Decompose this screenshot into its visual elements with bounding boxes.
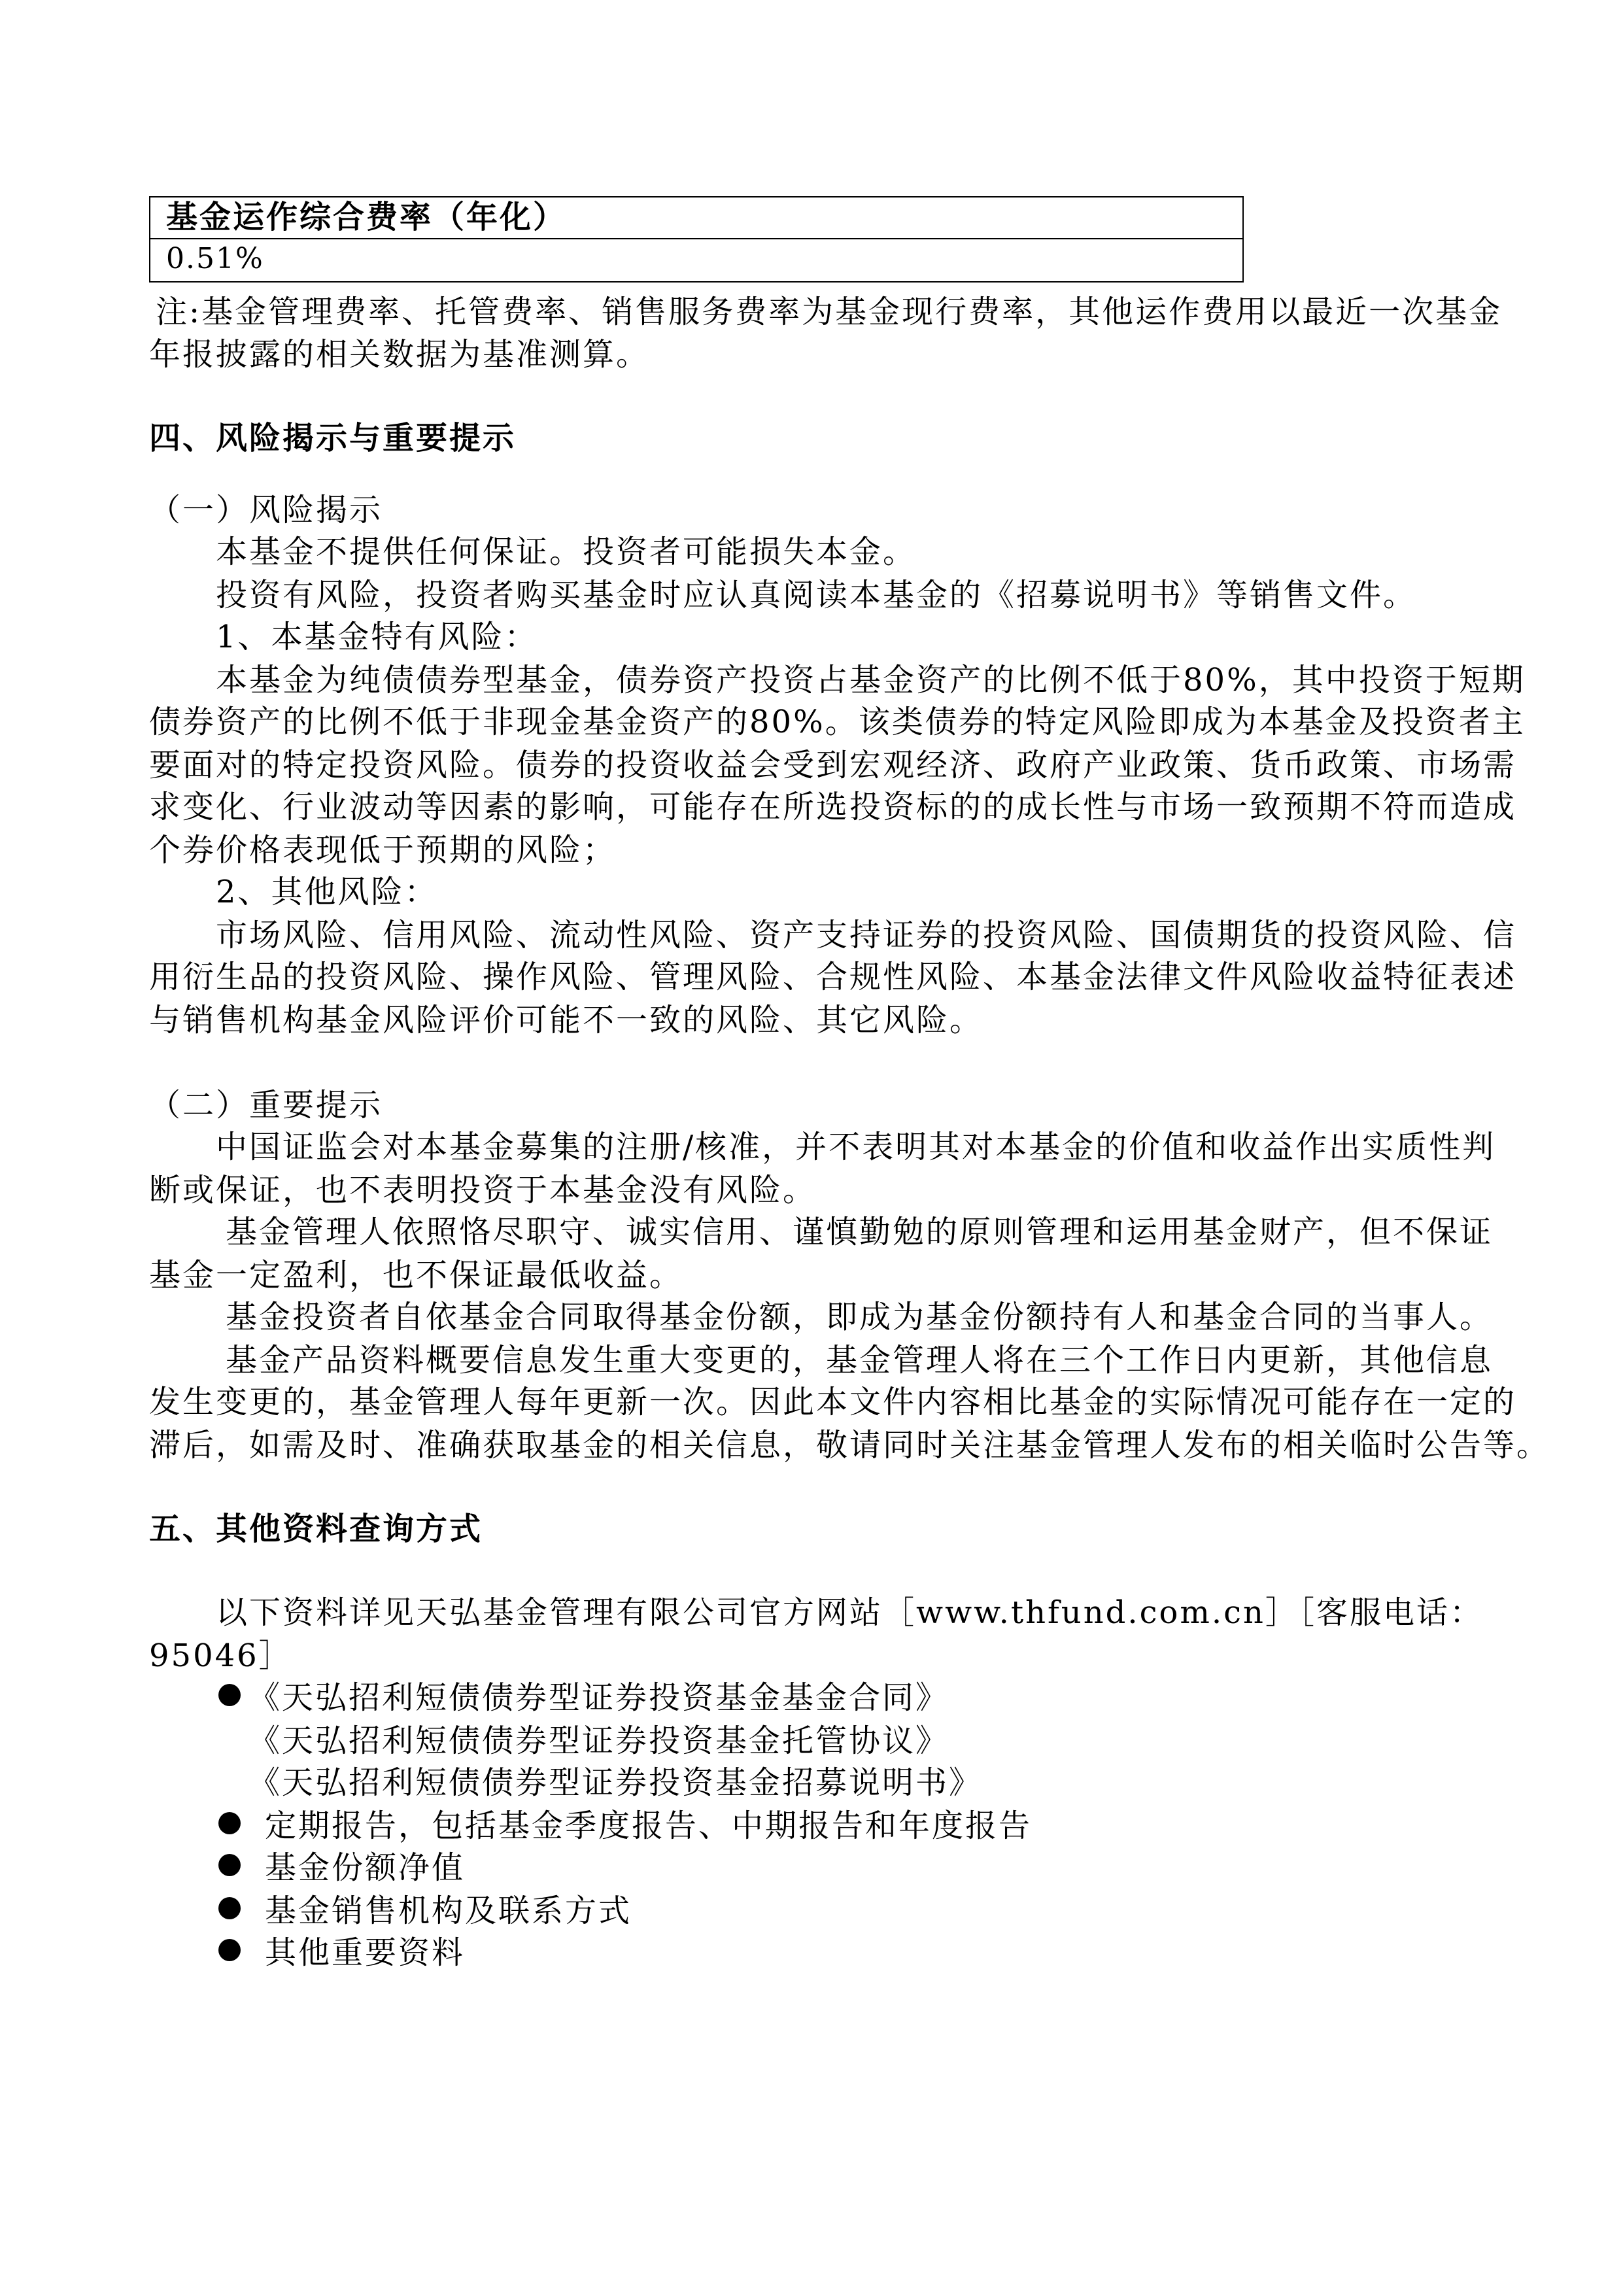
notice-paragraph-1-line: 中国证监会对本基金募集的注册/核准，并不表明其对本基金的价值和收益作出实质性判	[216, 1129, 1496, 1165]
doc-line-1: 《天弘招利短债债券型证券投资基金基金合同》	[248, 1679, 949, 1716]
notice-paragraph-3: 基金投资者自依基金合同取得基金份额，即成为基金份额持有人和基金合同的当事人。	[226, 1299, 1494, 1335]
bullet-item-periodic-reports: 定期报告，包括基金季度报告、中期报告和年度报告	[265, 1808, 1033, 1844]
risk-item-2-line: 用衍生品的投资风险、操作风险、管理风险、合规性风险、本基金法律文件风险收益特征表述	[149, 959, 1517, 995]
risk-item-1-line: 要面对的特定投资风险。债券的投资收益会受到宏观经济、政府产业政策、货币政策、市场需	[149, 747, 1517, 783]
notice-paragraph-2-line: 基金管理人依照恪尽职守、诚实信用、谨慎勤勉的原则管理和运用基金财产，但不保证	[226, 1214, 1494, 1250]
bullet-item-other-materials: 其他重要资料	[265, 1934, 466, 1971]
risk-paragraph-1: 本基金不提供任何保证。投资者可能损失本金。	[216, 534, 917, 570]
risk-item-1-line: 求变化、行业波动等因素的影响，可能存在所选投资标的的成长性与市场一致预期不符而造成	[149, 789, 1517, 825]
fee-table-header: 基金运作综合费率（年化）	[150, 197, 1242, 239]
notice-paragraph-2-line: 基金一定盈利，也不保证最低收益。	[149, 1257, 683, 1294]
fee-table	[149, 196, 1244, 283]
risk-item-1-line: 债券资产的比例不低于非现金基金资产的80%。该类债券的特定风险即成为本基金及投资者主	[149, 704, 1526, 740]
risk-item-2-label: 2、其他风险：	[216, 874, 438, 910]
risk-item-1-label: 1、本基金特有风险：	[216, 619, 538, 655]
fee-note-line-2: 年报披露的相关数据为基准测算。	[149, 336, 650, 373]
notice-paragraph-1-line: 断或保证，也不表明投资于本基金没有风险。	[149, 1172, 817, 1208]
doc-line-2: 《天弘招利短债债券型证券投资基金托管协议》	[248, 1722, 949, 1759]
bullet-icon	[218, 1854, 241, 1876]
bullet-icon	[218, 1684, 241, 1706]
bullet-item-nav: 基金份额净值	[265, 1849, 466, 1886]
risk-paragraph-2: 投资有风险，投资者购买基金时应认真阅读本基金的《招募说明书》等销售文件。	[216, 577, 1417, 613]
bullet-icon	[218, 1812, 241, 1834]
risk-item-1-line: 个券价格表现低于预期的风险；	[149, 832, 617, 868]
section-5-title: 五、其他资料查询方式	[149, 1511, 483, 1547]
section-4-title: 四、风险揭示与重要提示	[149, 420, 517, 456]
risk-subtitle: （一）风险揭示	[149, 492, 383, 528]
risk-item-1-line: 本基金为纯债债券型基金，债券资产投资占基金资产的比例不低于80%，其中投资于短期	[216, 662, 1526, 698]
notice-paragraph-4-line: 发生变更的，基金管理人每年更新一次。因此本文件内容相比基金的实际情况可能存在一定的	[149, 1384, 1517, 1420]
bullet-icon	[218, 1939, 241, 1961]
notice-subtitle: （二）重要提示	[149, 1087, 383, 1123]
fee-table-value: 0.51%	[166, 242, 264, 275]
risk-item-2-line: 与销售机构基金风险评价可能不一致的风险、其它风险。	[149, 1002, 983, 1038]
section-5-intro-line-2: 95046］	[149, 1637, 292, 1674]
notice-paragraph-4-line: 滞后，如需及时、准确获取基金的相关信息，敬请同时关注基金管理人发布的相关临时公告等。	[149, 1427, 1550, 1464]
notice-paragraph-4-line: 基金产品资料概要信息发生重大变更的，基金管理人将在三个工作日内更新，其他信息	[226, 1342, 1494, 1379]
bullet-icon	[218, 1897, 241, 1919]
bullet-item-sales-agencies: 基金销售机构及联系方式	[265, 1893, 632, 1929]
risk-item-2-line: 市场风险、信用风险、流动性风险、资产支持证券的投资风险、国债期货的投资风险、信	[216, 917, 1517, 953]
fee-note-line-1: 注:基金管理费率、托管费率、销售服务费率为基金现行费率，其他运作费用以最近一次基金	[156, 294, 1503, 330]
doc-line-3: 《天弘招利短债债券型证券投资基金招募说明书》	[248, 1764, 983, 1801]
section-5-intro-line-1: 以下资料详见天弘基金管理有限公司官方网站［www.thfund.com.cn］［客服电话：	[216, 1594, 1483, 1631]
